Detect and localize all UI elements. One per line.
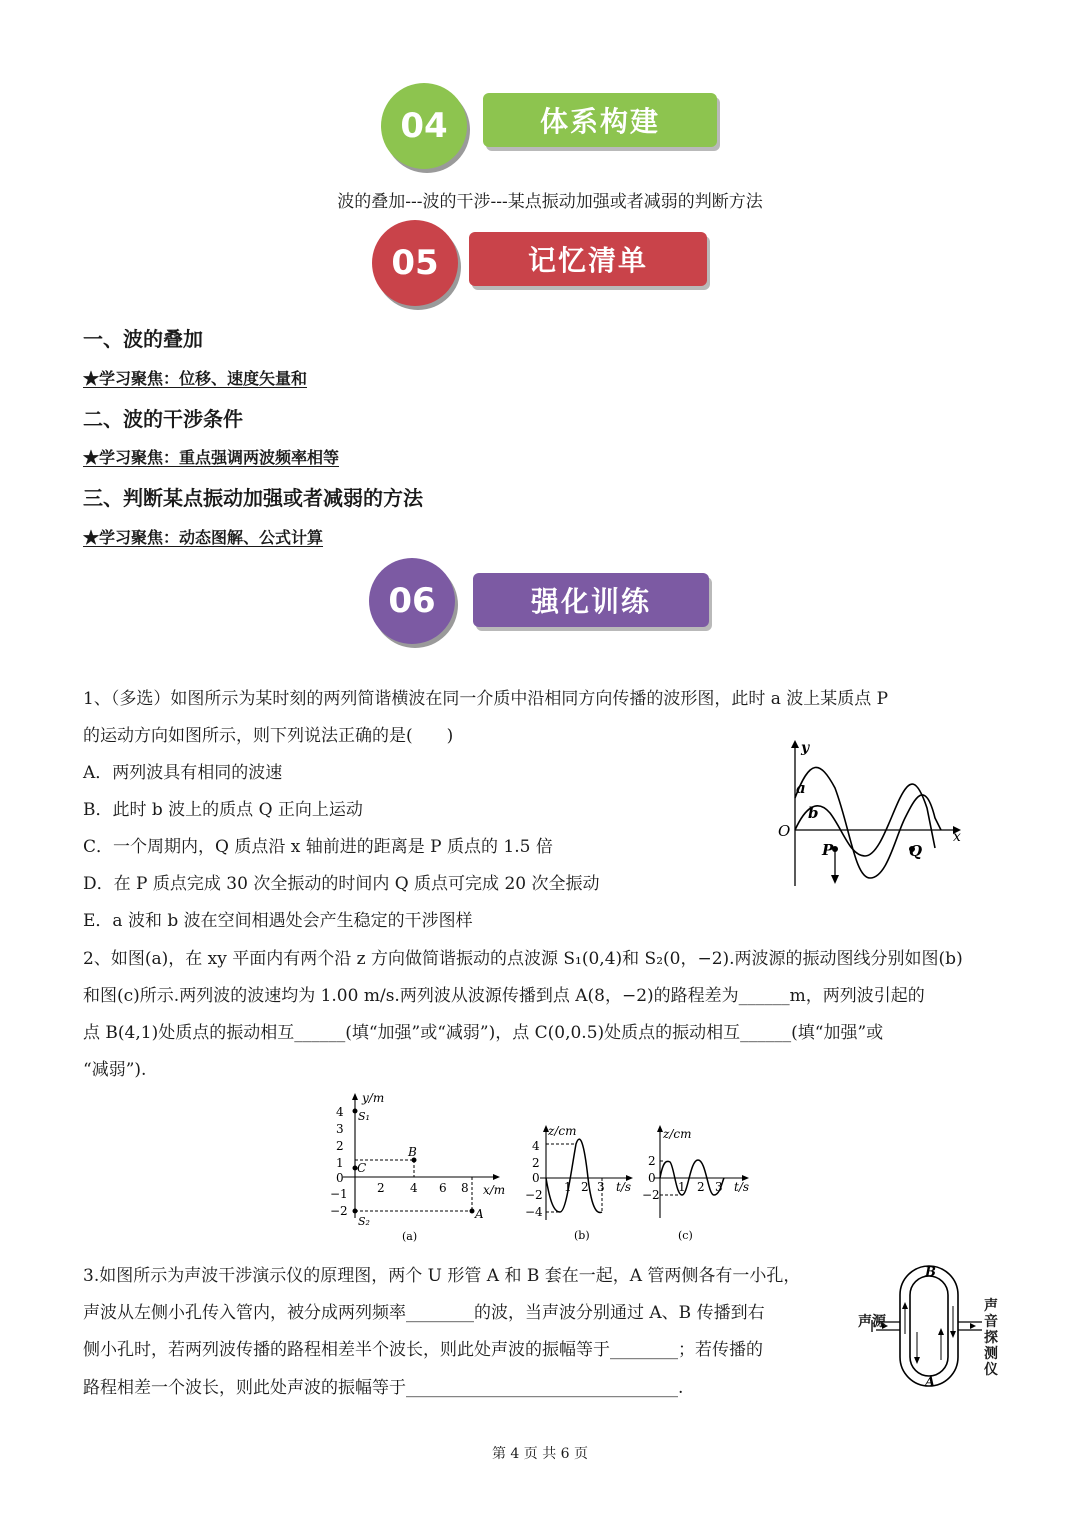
q2b-ytick: 4	[532, 1139, 540, 1153]
q2a-xtick: 6	[439, 1181, 447, 1195]
q2c-ytick: 0	[648, 1171, 656, 1185]
memory-heading-1: 一、波的叠加	[83, 327, 203, 351]
q3-source-label: 声源	[858, 1314, 886, 1330]
q2b-xlabel: t/s	[616, 1180, 632, 1194]
q1-label-p: P	[822, 841, 834, 859]
q2c-xtick: 3	[715, 1180, 723, 1194]
q2a-ytick: 1	[336, 1156, 344, 1170]
memory-focus-2: ★学习聚焦：重点强调两波频率相等	[83, 448, 340, 467]
q1-option-c: C．一个周期内，Q 质点沿 x 轴前进的距离是 P 质点的 1.5 倍	[83, 837, 553, 857]
q2c-xtick: 2	[697, 1180, 705, 1194]
q1-line-1: 1、（多选）如图所示为某时刻的两列简谐横波在同一介质中沿相同方向传播的波形图，此时 a 波上某质点 P	[83, 689, 889, 709]
q3-line-4: 路程相差一个波长，则此处声波的振幅等于________________________________.	[83, 1378, 684, 1398]
section-04-number: 04	[381, 83, 467, 169]
page-footer: 第 4 页 共 6 页	[491, 1446, 589, 1462]
q2a-ytick: 4	[336, 1105, 344, 1119]
q2b-xtick: 2	[581, 1180, 589, 1194]
section-05-title: 记忆清单	[469, 232, 707, 286]
memory-heading-2: 二、波的干涉条件	[83, 407, 243, 431]
q2a-caption: (a)	[402, 1230, 418, 1243]
q1-line-2: 的运动方向如图所示，则下列说法正确的是( )	[83, 726, 454, 746]
q2a-xtick: 2	[377, 1181, 385, 1195]
q2-figure-b	[520, 1122, 635, 1244]
q2b-ylabel: z/cm	[548, 1124, 577, 1138]
q2a-xtick: 8	[461, 1181, 469, 1195]
q2-line-1: 2、如图(a)，在 xy 平面内有两个沿 z 方向做简谐振动的点波源 S₁(0,4)和 S₂(0，−2).两波源的振动图线分别如图(b)	[83, 949, 963, 969]
q3-line-2: 声波从左侧小孔传入管内，被分成两列频率________的波，当声波分别通过 A、B 传播到右	[83, 1303, 765, 1323]
section-06-title: 强化训练	[473, 573, 709, 627]
q1-label-y: y	[801, 740, 810, 756]
q1-option-b: B．此时 b 波上的质点 Q 正向上运动	[83, 800, 363, 820]
q2-figure-a	[328, 1088, 513, 1243]
q1-label-o: O	[778, 822, 791, 840]
q2-line-2: 和图(c)所示.两列波的波速均为 1.00 m/s.两列波从波源传播到点 A(8，−2)的路程差为______m，两列波引起的	[83, 986, 925, 1006]
q1-label-b: b	[808, 804, 819, 822]
q2-line-4: “减弱”).	[83, 1060, 147, 1080]
q1-label-a: a	[796, 779, 806, 797]
q2c-caption: (c)	[678, 1229, 693, 1242]
q1-label-x: x	[953, 829, 961, 845]
q2-line-3: 点 B(4,1)处质点的振动相互______(填“加强”或“减弱”)，点 C(0,0.5)处质点的振动相互______(填“加强”或	[83, 1023, 884, 1043]
q3-detector-label: 声音探测仪	[984, 1298, 998, 1378]
memory-heading-3: 三、判断某点振动加强或者减弱的方法	[83, 486, 423, 510]
q2a-ytick: −2	[330, 1204, 348, 1218]
section-06-number: 06	[369, 558, 455, 644]
q2a-label-b: B	[408, 1145, 417, 1159]
q2a-label-s1: S₁	[358, 1110, 370, 1123]
q1-option-d: D．在 P 质点完成 30 次全振动的时间内 Q 质点可完成 20 次全振动	[83, 874, 600, 894]
section-04-title: 体系构建	[483, 93, 717, 147]
q2a-ytick: 3	[336, 1122, 344, 1136]
q2c-xtick: 1	[678, 1180, 686, 1194]
q2a-ytick: −1	[330, 1187, 348, 1201]
q2a-ylabel: y/m	[362, 1091, 385, 1105]
q1-option-a: A．两列波具有相同的波速	[83, 763, 283, 783]
q2a-ytick: 2	[336, 1139, 344, 1153]
q2c-ytick: −2	[642, 1188, 660, 1202]
q2b-ytick: −2	[525, 1188, 543, 1202]
memory-focus-1: ★学习聚焦：位移、速度矢量和	[83, 369, 308, 388]
q2c-ylabel: z/cm	[663, 1127, 692, 1141]
q1-option-e: E．a 波和 b 波在空间相遇处会产生稳定的干涉图样	[83, 911, 473, 931]
q2-figure-c	[640, 1122, 755, 1244]
q2c-xlabel: t/s	[734, 1180, 750, 1194]
q2b-xtick: 3	[597, 1180, 605, 1194]
q2b-xtick: 1	[564, 1180, 572, 1194]
q2b-ytick: 0	[532, 1171, 540, 1185]
q2a-label-c: C	[357, 1161, 367, 1175]
q2a-label-s2: S₂	[358, 1215, 370, 1228]
q3-line-3: 侧小孔时，若两列波传播的路程相差半个波长，则此处声波的振幅等于________；若传播的	[83, 1340, 763, 1360]
q2b-caption: (b)	[574, 1229, 590, 1242]
section-04-subtitle: 波的叠加---波的干涉---某点振动加强或者减弱的判断方法	[337, 192, 763, 212]
q2c-ytick: 2	[648, 1154, 656, 1168]
q3-label-a: A	[925, 1375, 936, 1390]
q1-wave-figure	[775, 738, 965, 890]
q2a-ytick: 0	[336, 1171, 344, 1185]
q2b-ytick: −4	[525, 1205, 543, 1219]
q2b-ytick: 2	[532, 1156, 540, 1170]
q2a-label-a: A	[475, 1207, 484, 1221]
q1-label-q: Q	[909, 842, 923, 860]
q2a-xlabel: x/m	[483, 1183, 506, 1197]
memory-focus-3: ★学习聚焦：动态图解、公式计算	[83, 528, 324, 547]
q3-line-1: 3.如图所示为声波干涉演示仪的原理图，两个 U 形管 A 和 B 套在一起，A 管两侧各有一小孔，	[83, 1266, 801, 1286]
q2a-xtick: 4	[410, 1181, 418, 1195]
section-05-number: 05	[372, 220, 458, 306]
q3-label-b: B	[925, 1265, 936, 1280]
